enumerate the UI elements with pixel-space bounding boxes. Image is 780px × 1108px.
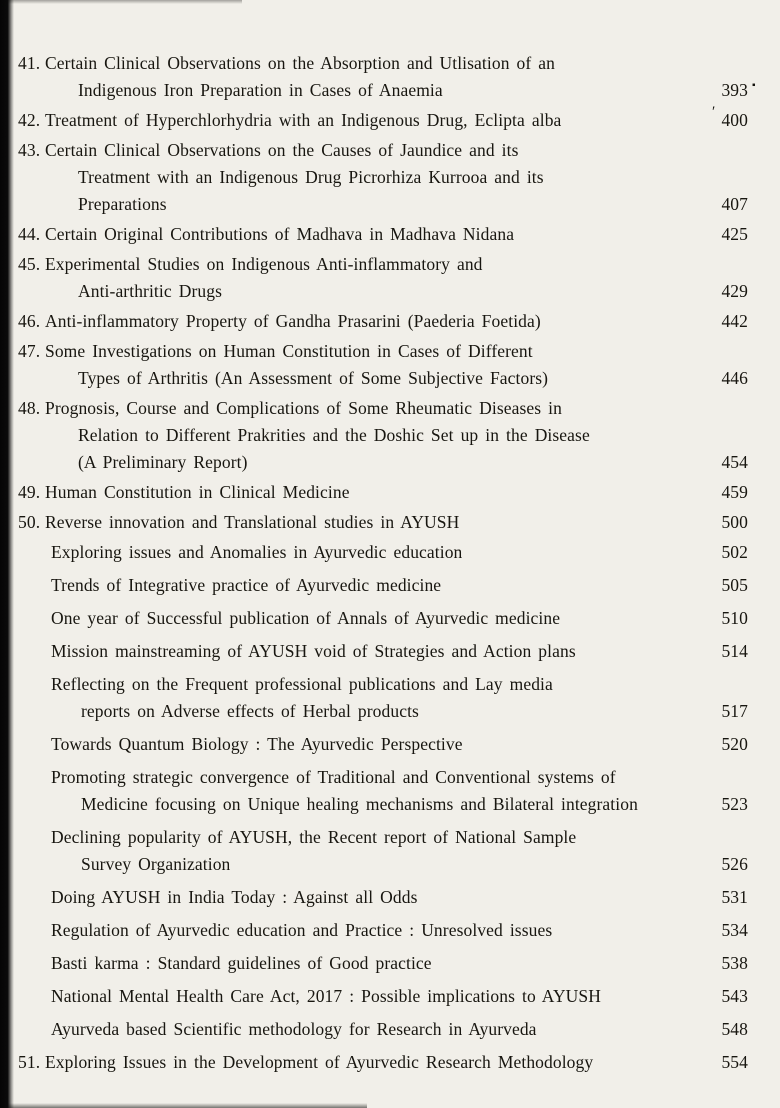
toc-subentry <box>18 950 748 977</box>
entry-line: Reverse innovation and Translational studies in AYUSH <box>45 512 460 532</box>
entry-page-number: 514 <box>721 641 748 661</box>
entry-line: One year of Successful publication of Annals of Ayurvedic medicine <box>51 608 561 628</box>
entry-line: Relation to Different Prakrities and the Doshic Set up in the Disease <box>78 425 590 445</box>
toc-entry <box>18 221 748 248</box>
toc-entry <box>18 509 748 536</box>
entry-page-number: 543 <box>721 986 748 1006</box>
scan-speck: ▪ <box>752 80 756 91</box>
entry-line: Exploring issues and Anomalies in Ayurvedic education <box>51 542 463 562</box>
entry-page-number: 425 <box>721 224 748 244</box>
entry-number: 47. <box>18 341 41 361</box>
entry-line: Basti karma : Standard guidelines of Good practice <box>51 953 432 973</box>
entry-page-number: 393 <box>721 80 748 100</box>
entry-number: 46. <box>18 311 41 331</box>
entry-line: Certain Clinical Observations on the Causes of Jaundice and its <box>45 140 519 160</box>
entry-line: Treatment with an Indigenous Drug Picrorhiza Kurrooa and its <box>78 167 544 187</box>
entry-page-number: 446 <box>721 368 748 388</box>
entry-line: reports on Adverse effects of Herbal products <box>81 701 419 721</box>
scan-edge-bottom <box>8 1103 367 1108</box>
entry-page-number: 534 <box>721 920 748 940</box>
entry-page-number: 505 <box>721 575 748 595</box>
entry-number: 51. <box>18 1052 41 1072</box>
toc-entry <box>18 1049 748 1076</box>
entry-line: Promoting strategic convergence of Traditional and Conventional systems of <box>51 767 616 787</box>
toc-entry <box>18 107 748 134</box>
toc-subentry <box>18 764 748 818</box>
entry-page-number: 454 <box>721 452 748 472</box>
entry-page-number: 500 <box>721 512 748 532</box>
entry-line: Survey Organization <box>81 854 231 874</box>
scan-edge-top <box>8 0 242 4</box>
entry-line: Regulation of Ayurvedic education and Practice : Unresolved issues <box>51 920 553 940</box>
entry-page-number: 510 <box>721 608 748 628</box>
entry-page-number: 520 <box>721 734 748 754</box>
entry-page-number: 407 <box>721 194 748 214</box>
toc-subentry <box>18 572 748 599</box>
entry-page-number: 523 <box>721 794 748 814</box>
entry-page-number: 538 <box>721 953 748 973</box>
entry-line: Anti-arthritic Drugs <box>78 281 222 301</box>
toc-subentry <box>18 983 748 1010</box>
entry-line: Treatment of Hyperchlorhydria with an Indigenous Drug, Eclipta alba <box>45 110 562 130</box>
entry-page-number: 459 <box>721 482 748 502</box>
entry-line: Preparations <box>78 194 167 214</box>
entry-line: Declining popularity of AYUSH, the Recent report of National Sample <box>51 827 577 847</box>
table-of-contents <box>18 50 748 1079</box>
entry-line: Towards Quantum Biology : The Ayurvedic Perspective <box>51 734 463 754</box>
entry-number: 41. <box>18 53 41 73</box>
entry-number: 45. <box>18 254 41 274</box>
entry-number: 42. <box>18 110 41 130</box>
entry-line: Medicine focusing on Unique healing mechanisms and Bilateral integration <box>81 794 638 814</box>
entry-line: Reflecting on the Frequent professional publications and Lay media <box>51 674 553 694</box>
entry-number: 49. <box>18 482 41 502</box>
entry-line: Anti-inflammatory Property of Gandha Prasarini (Paederia Foetida) <box>45 311 541 331</box>
toc-entry <box>18 251 748 305</box>
entry-page-number: 400 <box>721 110 748 130</box>
entry-number: 44. <box>18 224 41 244</box>
toc-subentry <box>18 671 748 725</box>
entry-page-number: 517 <box>721 701 748 721</box>
entry-line: Some Investigations on Human Constitution in Cases of Different <box>45 341 533 361</box>
entry-page-number: 548 <box>721 1019 748 1039</box>
toc-subentry <box>18 824 748 878</box>
toc-entry <box>18 479 748 506</box>
entry-line: Certain Clinical Observations on the Absorption and Utlisation of an <box>45 53 555 73</box>
entry-line: Indigenous Iron Preparation in Cases of Anaemia <box>78 80 443 100</box>
toc-entry <box>18 308 748 335</box>
entry-line: Certain Original Contributions of Madhava in Madhava Nidana <box>45 224 515 244</box>
toc-subentry <box>18 539 748 566</box>
entry-line: Mission mainstreaming of AYUSH void of Strategies and Action plans <box>51 641 576 661</box>
entry-line: Trends of Integrative practice of Ayurvedic medicine <box>51 575 442 595</box>
entry-page-number: 531 <box>721 887 748 907</box>
entry-line: Doing AYUSH in India Today : Against all Odds <box>51 887 418 907</box>
entry-line: Exploring Issues in the Development of Ayurvedic Research Methodology <box>45 1052 594 1072</box>
entry-page-number: 442 <box>721 311 748 331</box>
toc-entry <box>18 395 748 476</box>
entry-page-number: 526 <box>721 854 748 874</box>
toc-subentry <box>18 884 748 911</box>
toc-entry <box>18 338 748 392</box>
entry-number: 50. <box>18 512 41 532</box>
entry-line: Ayurveda based Scientific methodology for Research in Ayurveda <box>51 1019 537 1039</box>
toc-entry <box>18 137 748 218</box>
toc-subentry <box>18 638 748 665</box>
entry-number: 48. <box>18 398 41 418</box>
entry-page-number: 502 <box>721 542 748 562</box>
book-spine-shadow <box>0 0 14 1108</box>
scan-tick: ʹ <box>712 104 716 120</box>
toc-subentry <box>18 605 748 632</box>
entry-page-number: 429 <box>721 281 748 301</box>
entry-line: (A Preliminary Report) <box>78 452 248 472</box>
toc-subentry <box>18 1016 748 1043</box>
toc-subentry <box>18 917 748 944</box>
entry-page-number: 554 <box>721 1052 748 1072</box>
entry-line: Prognosis, Course and Complications of Some Rheumatic Diseases in <box>45 398 562 418</box>
entry-line: Human Constitution in Clinical Medicine <box>45 482 350 502</box>
entry-line: National Mental Health Care Act, 2017 : Possible implications to AYUSH <box>51 986 601 1006</box>
entry-line: Experimental Studies on Indigenous Anti-inflammatory and <box>45 254 483 274</box>
toc-entry <box>18 50 748 104</box>
toc-subentry <box>18 731 748 758</box>
entry-number: 43. <box>18 140 41 160</box>
entry-line: Types of Arthritis (An Assessment of Some Subjective Factors) <box>78 368 549 388</box>
